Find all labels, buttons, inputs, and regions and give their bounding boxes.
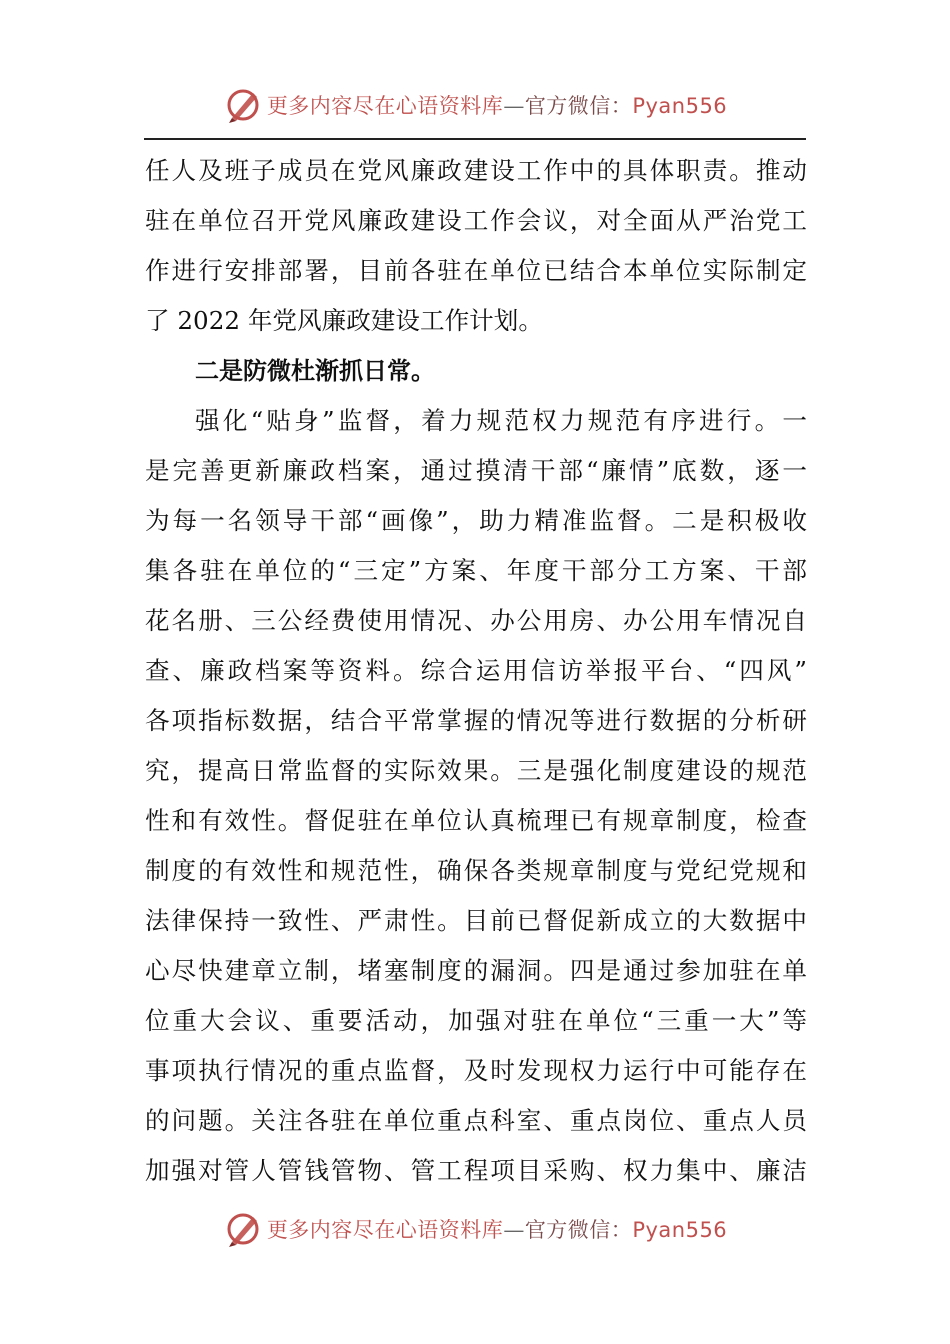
- footer-watermark: [0, 1206, 950, 1252]
- section-heading: 二是防微杜渐抓日常。: [195, 357, 435, 385]
- text-line: 是完善更新廉政档案，通过摸清干部“廉情”底数，逐一: [145, 456, 807, 485]
- pen-logo-icon: [223, 85, 263, 125]
- text-line: 了 2022 年党风廉政建设工作计划。: [145, 306, 543, 335]
- text-line: 制度的有效性和规范性，确保各类规章制度与党纪党规和: [145, 856, 807, 885]
- text-line: 花名册、三公经费使用情况、办公用房、办公用车情况自: [145, 606, 807, 635]
- text-line: 的问题。关注各驻在单位重点科室、重点岗位、重点人员: [145, 1106, 807, 1135]
- document-body: [145, 146, 807, 1196]
- header-divider: [144, 138, 806, 140]
- watermark-text: 更多内容尽在心语资料库—官方微信：Pyan556: [266, 1218, 728, 1242]
- text-line: 究，提高日常监督的实际效果。三是强化制度建设的规范: [145, 756, 807, 785]
- paragraph-2: [145, 396, 807, 1196]
- text-line: 任人及班子成员在党风廉政建设工作中的具体职责。推动: [145, 156, 807, 185]
- text-line: 集各驻在单位的“三定”方案、年度干部分工方案、干部: [145, 556, 807, 585]
- text-line: 心尽快建章立制，堵塞制度的漏洞。四是通过参加驻在单: [145, 956, 807, 985]
- text-line: 事项执行情况的重点监督，及时发现权力运行中可能存在: [145, 1056, 807, 1085]
- watermark-text: 更多内容尽在心语资料库—官方微信：Pyan556: [266, 94, 728, 118]
- text-line: 驻在单位召开党风廉政建设工作会议，对全面从严治党工: [145, 206, 807, 235]
- text-line: 加强对管人管钱管物、管工程项目采购、权力集中、廉洁: [145, 1156, 807, 1185]
- text-line: 法律保持一致性、严肃性。目前已督促新成立的大数据中: [145, 906, 807, 935]
- text-line: 位重大会议、重要活动，加强对驻在单位“三重一大”等: [145, 1006, 807, 1035]
- text-line: 作进行安排部署，目前各驻在单位已结合本单位实际制定: [145, 256, 807, 285]
- text-line: 性和有效性。督促驻在单位认真梳理已有规章制度，检查: [145, 806, 807, 835]
- text-line: 为每一名领导干部“画像”，助力精准监督。二是积极收: [145, 506, 807, 535]
- text-line: 各项指标数据，结合平常掌握的情况等进行数据的分析研: [145, 706, 807, 735]
- pen-logo-icon: [223, 1209, 263, 1249]
- text-line: 查、廉政档案等资料。综合运用信访举报平台、“四风”: [145, 656, 807, 685]
- paragraph-1: [145, 146, 807, 346]
- header-watermark: [0, 82, 950, 128]
- text-line: 强化“贴身”监督，着力规范权力规范有序进行。一: [195, 406, 807, 435]
